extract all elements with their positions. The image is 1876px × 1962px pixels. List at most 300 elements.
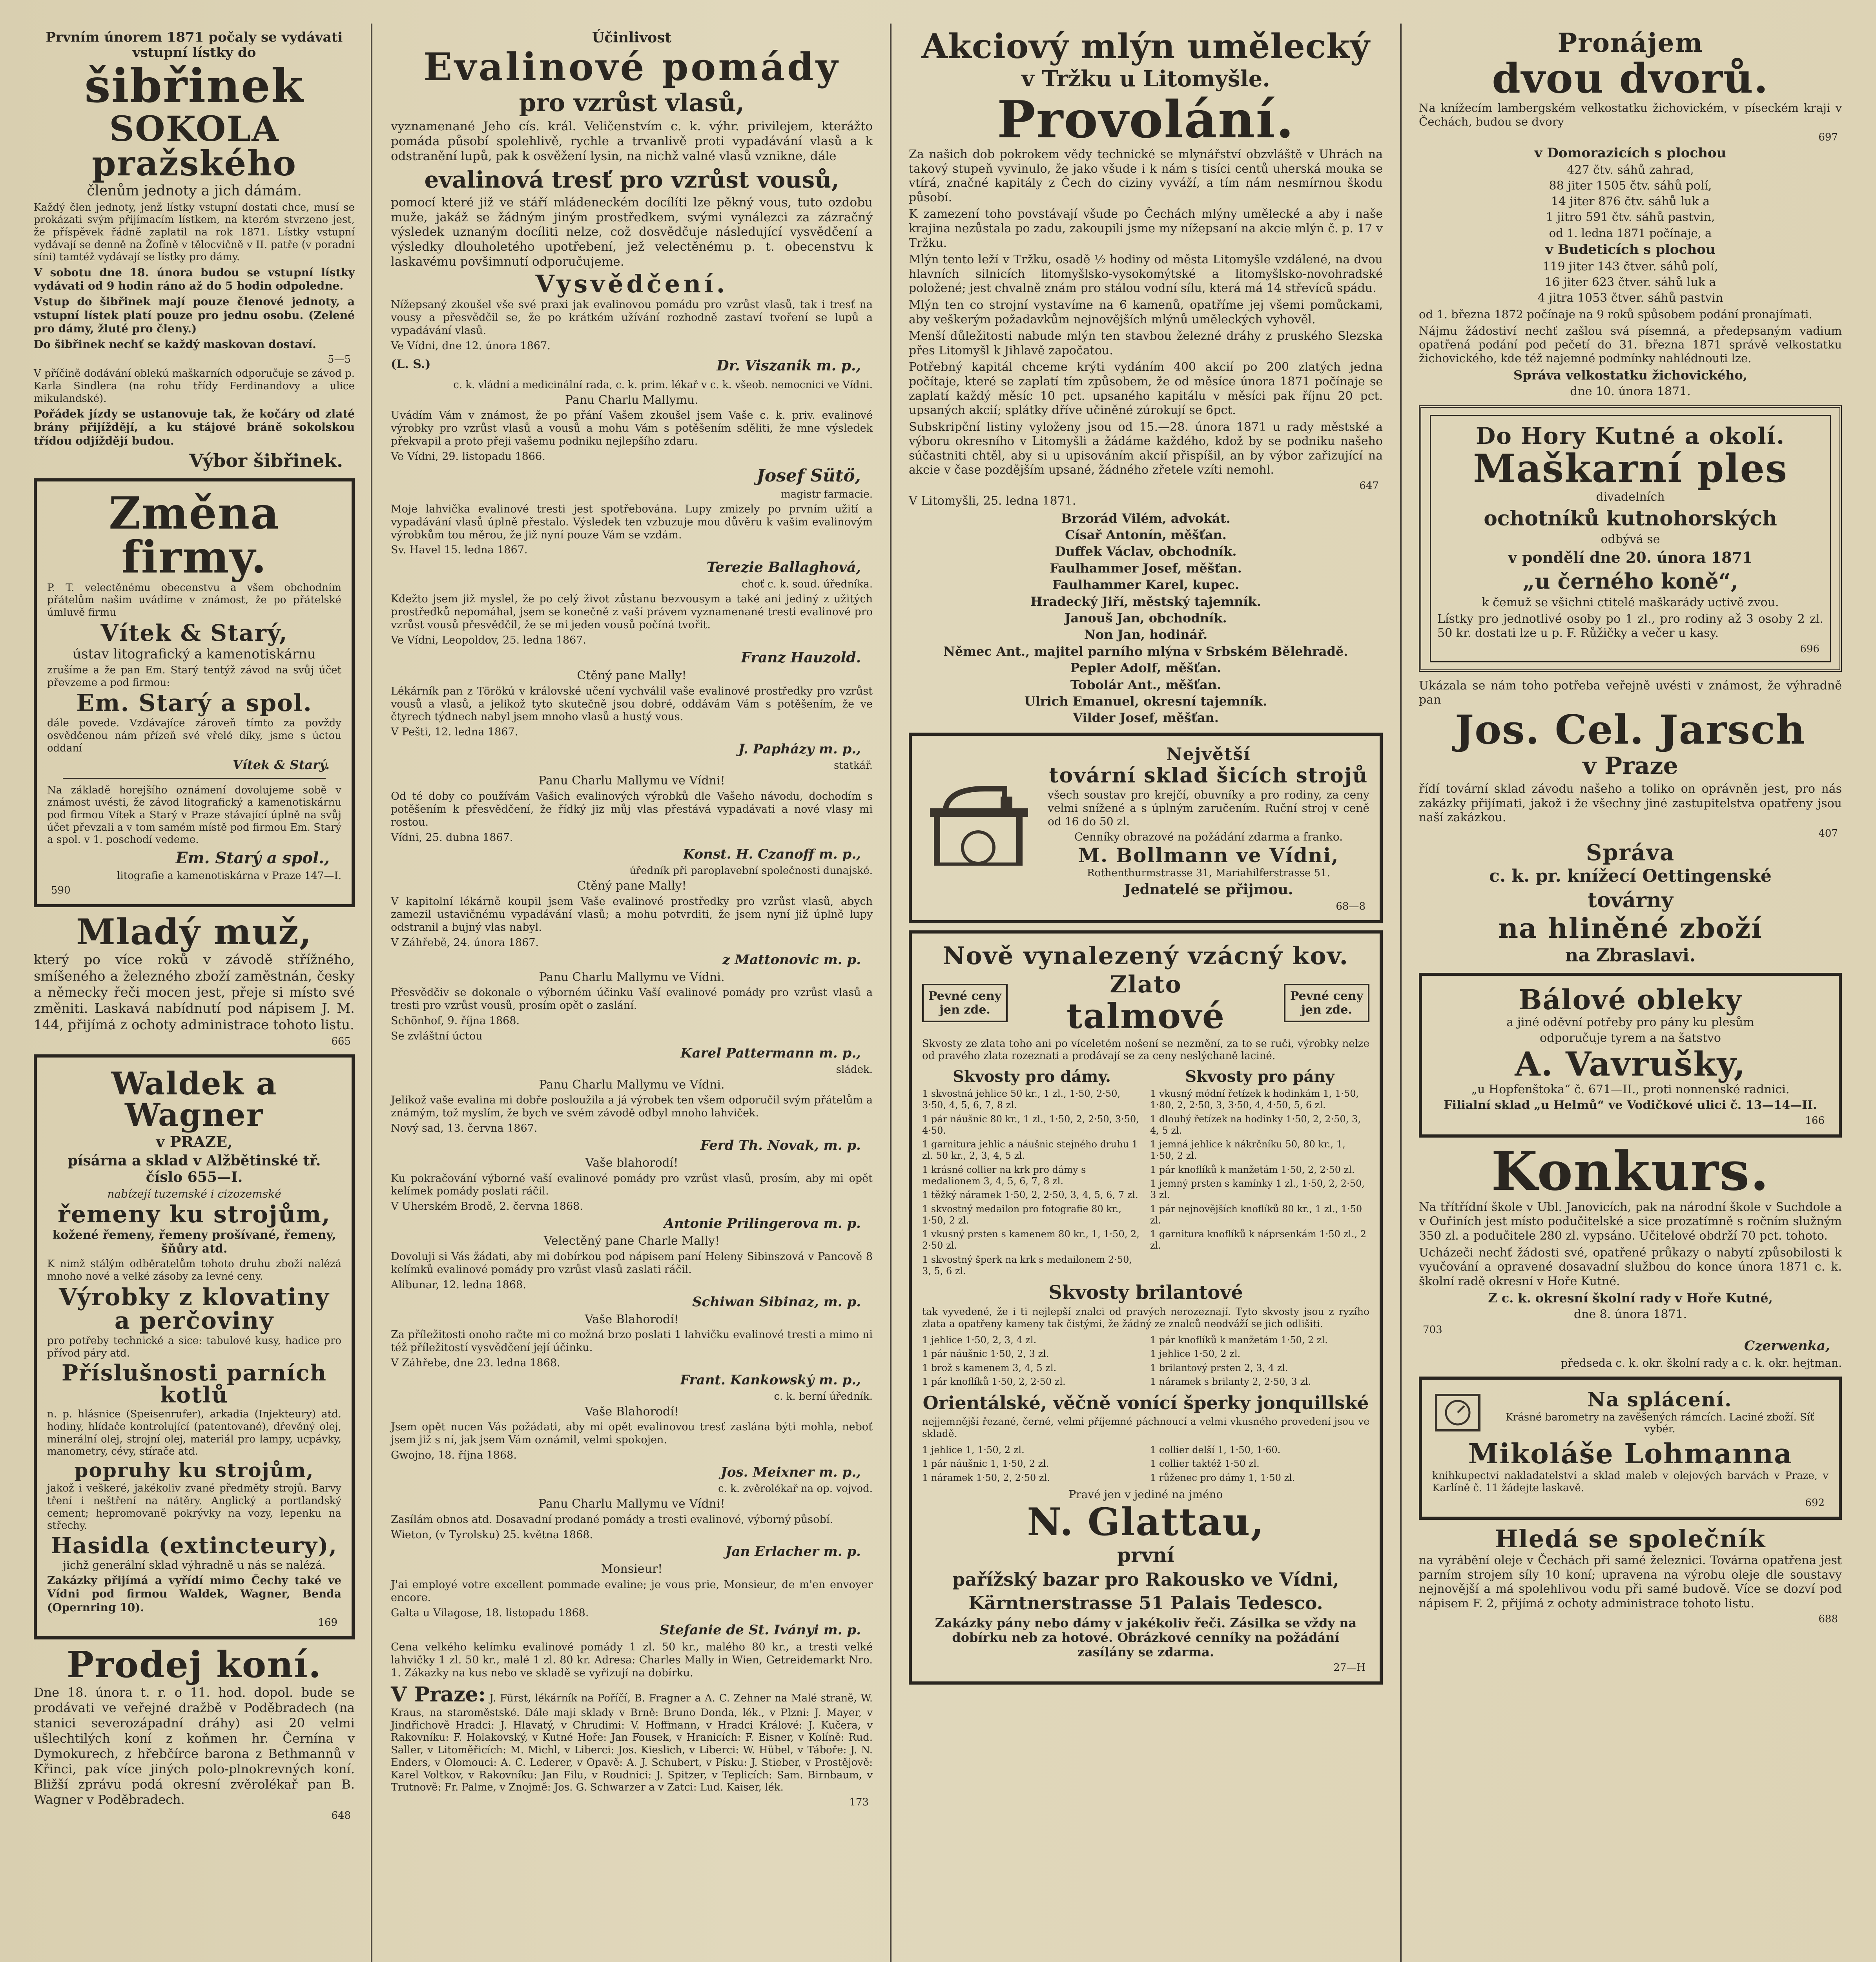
testimonial-signature: Dr. Viszanik m. p., xyxy=(716,357,861,374)
ad-intro: Prvním únorem 1871 počaly se vydávati vstupní lístky do xyxy=(46,29,343,61)
list-item: Faulhammer Josef, měšťan. xyxy=(1050,560,1242,576)
list-item: 1 náramek 1·50, 2, 2·50 zl. xyxy=(922,1472,1050,1483)
testimonial-signature: Schiwan Sibinaz, m. p. xyxy=(692,1294,861,1310)
testimonial-signature: Antonie Prilingerova m. p. xyxy=(664,1216,861,1232)
section-heading: Orientálské, věčně vonící šperky jonquillské xyxy=(923,1392,1369,1414)
ad-note: V sobotu dne 18. února budou se vstupní lístky vydávati od 9 hodin ráno až do 5 hodin odpoledne. xyxy=(34,266,355,293)
ad-title: šibřinek xyxy=(84,58,304,113)
ad-title: Akciový mlýn umělecký xyxy=(921,27,1370,66)
testimonial-body: V kapitolní lékárně koupil jsem Vaše evalinové prostředky pro vzrůst vlasů, abych zamezil ustavičnému vypadávání vlasů; a mohu potvrditi, že jsem nyní již úplně lupy odstranil a bujný vlas nabyl. xyxy=(391,895,873,934)
testimonial xyxy=(391,1313,873,1403)
ad-subtitle-2: evalinová tresť pro vzrůst vousů, xyxy=(424,166,839,193)
list-item: 1 těžký náramek 1·50, 2, 2·50, 3, 4, 5, 6, 7 zl. xyxy=(922,1189,1138,1201)
ad-body: všech soustav pro krejčí, obuvníky a pro rodiny, za ceny velmi snížené a s úplným zaručením. Ruční stroj v ceně od 16 do 50 zl. xyxy=(1048,788,1369,828)
list-item: 4 jitra 1053 čtver. sáhů pastvin xyxy=(1537,291,1723,305)
ad-sub: odbývá se xyxy=(1601,532,1660,546)
section-heading: Vysvědčení. xyxy=(535,269,728,298)
ad-body: Dne 18. února t. r. o 11. hod. dopol. bude se prodávati ve veřejné dražbě v Poděbradech (na stanici severozápadní dráhy) asi 20 velmi ušlechtilých koní z koňmen hr. Černína v Dymokurech, z hřebčírce barona z Bethmannů v Křinci, pak více jiných polo-plnokrevných koní. Bližší zprávu podá okresní zvěrolékař pan B. Wagner v Poděbradech. xyxy=(34,1685,355,1807)
metal-name: Zlato xyxy=(1110,970,1182,998)
list-item: Faulhammer Karel, kupec. xyxy=(1052,577,1240,593)
sewing-machine-icon xyxy=(922,781,1040,875)
list-item: Janouš Jan, obchodník. xyxy=(1065,611,1227,625)
testimonial xyxy=(391,879,873,967)
ad-note: Do šibřinek nechť se každý maskovan dostaví. xyxy=(34,337,316,351)
ad-signature: Správa velkostatku žichovického, xyxy=(1513,367,1747,383)
testimonial xyxy=(391,394,873,501)
list-item: Němec Ant., majitel parního mlýna v Srbském Bělehradě. xyxy=(943,644,1348,659)
testimonial-role: úředník při paroplavební společnosti dunajské. xyxy=(629,865,873,877)
testimonial-signature: z Mattonovic m. p. xyxy=(722,952,861,968)
ad-body: odporučuje tyrem a na šatstvo xyxy=(1540,1031,1721,1045)
fixed-prices-badge: Pevné ceny jen zde. xyxy=(1284,984,1369,1022)
testimonial-body: Jelikož vaše evalina mi dobře posloužila a já výrobek ten všem odporučil svým přátelům a známým, tož myslím, že bych ve svém závodě odbyl mnoho lahviček. xyxy=(391,1094,873,1120)
testimonial-place: V Záhřebě, 24. února 1867. xyxy=(391,936,539,949)
ad-address: „u Hopfenštoka“ č. 671—II., proti nonnenské radnici. xyxy=(1471,1082,1790,1096)
ad-signature-role: předseda c. k. okr. školní rady a c. k. okr. hejtman. xyxy=(1561,1356,1842,1369)
column-1 xyxy=(20,27,369,1962)
testimonial-place: Nový sad, 13. června 1867. xyxy=(391,1122,538,1135)
ad-firm-name: N. Glattau, xyxy=(1027,1500,1265,1544)
list-item: 1 vkusný módní řetízek k hodinkám 1, 1·50, 1·80, 2, 2·50, 3, 3·50, 4, 4·50, 5, 6 zl. xyxy=(1150,1088,1359,1111)
testimonial-body: J'ai employé votre excellent pommade evaline; je vous prie, Monsieur, de m'en envoyer encore. xyxy=(391,1578,873,1604)
ad-number: 27—H xyxy=(1333,1661,1366,1674)
ad-firm-name: A. Vavrušky, xyxy=(1515,1044,1746,1083)
price-info: Cena velkého kelímku evalinové pomády 1 zl. 50 kr., malého 80 kr., a tresti velké lahvičky 1 zl. 50 kr., malé 1 zl. 80 kr. Adresa: Charles Mally in Wien, Getreidemarkt Nro. 1. Zákazky na kus nebo ve skladě se vyřizují na dobírku. xyxy=(391,1641,873,1679)
ad-konkurs xyxy=(1419,1140,1842,1369)
ad-jarsch xyxy=(1419,679,1842,966)
testimonial-salute: Vaše blahorodí! xyxy=(585,1156,678,1170)
ad-title: Hledá se společník xyxy=(1495,1524,1766,1553)
ad-body: jichž generální sklad výhradně u nás se nalézá. xyxy=(63,1559,326,1572)
list-item: 1 náramek s brilanty 2, 2·50, 3 zl. xyxy=(1150,1376,1311,1387)
ad-vavruska xyxy=(1419,973,1842,1138)
testimonial-body: Nížepsaný zkoušel vše své praxi jak evalinovou pomádu pro vzrůst vlasů, tak i tresť na vousy a přesvědčil se, že po krátkém užívání rozhodně zastaví tvoření se lupů a vypadávání vlasů. xyxy=(391,298,873,337)
testimonial-body: Dovoluji si Vás žádati, aby mi dobírkou pod nápisem paní Heleny Sibinszová v Pancově 8 kelímků evalinové pomády pro vzrůst vlasů zaslati ráčil. xyxy=(391,1250,873,1276)
testimonial xyxy=(391,971,873,1076)
ad-body: který po více roků v závodě střížného, smíšeného a železného zboží zaměstnán, česky a německy řeči mocen jest, přeje si místo své změniti. Laskavá nabídnutí pod nápisem J. M. 144, přijímá z ochoty administrace tohoto listu. xyxy=(34,952,355,1033)
testimonial-signature: J. Papházy m. p., xyxy=(738,741,861,757)
testimonial-role: magistr farmacie. xyxy=(781,488,873,500)
list-item: 1 skvostný medailon pro fotografie 80 kr., 1·50, 2 zl. xyxy=(922,1203,1122,1226)
ad-place: „u černého koně“, xyxy=(1522,569,1738,594)
testimonial-salute: Panu Charlu Mallymu ve Vídni! xyxy=(538,774,725,788)
ad-body: Cenníky obrazové na požádání zdarma a franko. xyxy=(1074,830,1343,844)
ad-body: jakož i veškeré, jakékoliv zvané předměty strojů. Barvy tření i neštření na nátěry. Anglický a portlandský cement; hepromovaně pokrývky na vozy, lepenku na střechy. xyxy=(47,1482,341,1532)
product-heading: Příslušnosti parních kotlů xyxy=(62,1360,327,1408)
list-item: 1 jitro 591 čtv. sáhů pastvin, xyxy=(1546,210,1715,224)
ad-body: nejjemnější řezané, černé, velmi příjemné páchnoucí a velmi vkusného provedení jsou ve skladě. xyxy=(922,1416,1369,1439)
product-desc: kožené řemeny, řemeny prošívané, řemeny, šňůry atd. xyxy=(52,1228,336,1256)
product-heading: Výrobky z klovatiny a perčoviny xyxy=(59,1283,330,1335)
list-item: Brzorád Vilém, advokát. xyxy=(1061,511,1231,526)
ad-city: v PRAZE, xyxy=(156,1133,233,1151)
farm-date: od 1. ledna 1871 počínaje, a xyxy=(1549,226,1712,240)
ad-pronajem xyxy=(1419,27,1842,398)
ad-spolecnik xyxy=(1419,1524,1842,1625)
list-item: 1 pár nejnovějších knoflíků 80 kr., 1 zl., 1·50 zl. xyxy=(1150,1203,1362,1226)
ad-glattau xyxy=(909,930,1383,1685)
testimonial-role: c. k. berní úředník. xyxy=(774,1390,873,1402)
ad-signature: Em. Starý a spol., xyxy=(175,849,330,868)
list-item: 1 garnitura knoflíků k náprsenkám 1·50 zl., 2 zl. xyxy=(1150,1229,1366,1251)
ad-title: Mladý muž, xyxy=(76,911,312,953)
ad-proclamation: Provolání. xyxy=(997,89,1294,150)
testimonial xyxy=(391,1156,873,1231)
ad-number: 703 xyxy=(1423,1324,1442,1336)
ad-body: a jiné oděvní potřeby pro pány ku plesům xyxy=(1506,1015,1754,1029)
list-item: 427 čtv. sáhů zahrad, xyxy=(1567,163,1694,177)
ad-number: 173 xyxy=(849,1796,869,1809)
testimonial-body: Jsem opět nucen Vás požádati, aby mi opět evalinovou tresť zaslána býti mohla, neboť jsem již s ní, jak jsem Vám oznámil, velmi spokojen. xyxy=(391,1421,873,1446)
testimonial-signature: Josef Sütö, xyxy=(757,465,861,486)
jewelry-list-brilliant xyxy=(922,1332,1141,1390)
testimonial-body: Kdežto jsem již myslel, že po celý život zůstanu bezvousym a také ani jediný z užitých prostředků nepomáhal, jsem se konečně z vaší právem vyznamenané tresti evalinové pro vzrůst vousů přesvědčil, že se mi jeden vousů počíná tvořit. xyxy=(391,593,873,631)
farm-area-list xyxy=(1419,163,1842,224)
ad-title: Změna firmy. xyxy=(109,487,280,583)
ad-orders: Zakázky pány nebo dámy v jakékoliv řeči. Zásilka se vždy na dobírku neb za hotové. Obrázkové cenníky na požádání zasílány se zdarma. xyxy=(935,1616,1357,1659)
ad-kicker: Největší xyxy=(1166,744,1251,764)
list-item: Duffek Václav, obchodník. xyxy=(1055,544,1237,559)
ad-agents: Jednatelé se přijmou. xyxy=(1124,881,1293,898)
ad-signature: Správa xyxy=(1586,839,1675,866)
ad-offer: nabízejí tuzemské i cizozemské xyxy=(107,1187,281,1201)
testimonial-salute: Panu Charlu Mallymu. xyxy=(565,393,698,407)
ad-body: tak vyvedené, že i ti nejlepší znalci od pravých nerozeznají. Tyto skvosty jsou z ryzího zlata a opatřeny kameny tak čistými, že žádný ze znalců neodváží se jich odlišiti. xyxy=(922,1306,1369,1329)
ad-title: Konkurs. xyxy=(1491,1140,1770,1203)
ad-body: pro potřeby technické a sice: tabulové kusy, hadice pro přívod páry atd. xyxy=(47,1335,341,1359)
testimonial xyxy=(391,1497,873,1559)
column-rule xyxy=(1400,24,1402,1962)
ad-number: 407 xyxy=(1818,827,1838,839)
ad-kicker: Účinlivost xyxy=(592,29,672,46)
testimonial xyxy=(391,1405,873,1495)
testimonial-salute: Monsieur! xyxy=(601,1562,663,1576)
ad-address: Rothenthurmstrasse 31, Mariahilferstrasse 51. xyxy=(1087,867,1330,879)
list-item: 1 jemný prsten s kamínky 1 zl., 1·50, 2, 2·50, 3 zl. xyxy=(1150,1178,1365,1201)
ad-signature: c. k. pr. knížecí Oettingenské xyxy=(1489,866,1772,886)
list-item: 1 dlouhý řetízek na hodinky 1·50, 2, 2·50, 3, 4, 5 zl. xyxy=(1150,1113,1361,1136)
ad-note: Vstup do šibřinek mají pouze členové jednoty, a vstupní lístek platí pouze pro jednu osobu. (Zelené pro dámy, žluté pro členy.) xyxy=(34,295,355,335)
ad-signature: Czerwenka, xyxy=(1744,1338,1830,1354)
ad-body: Na třítřídní škole v Ubl. Janovicích, pak na národní škole v Suchdole a v Ouřiních jest místo podučitelské a sice prozatímně s ročním služným 350 zl. a podučitele 280 zl. vypsáno. Učitelové obdrží 70 pct. tohoto. xyxy=(1419,1200,1842,1243)
ad-firm-desc: pařížský bazar pro Rakousko ve Vídni, xyxy=(952,1569,1339,1590)
ad-city: v Praze xyxy=(1582,752,1678,780)
testimonial-body: Od té doby co používám Vašich evalinových výrobků dle Vašeho návodu, dochodím s potěšením k přesvědčení, že řídký jiz můj vlas přestává vypadávati a nové vlasy mi rostou. xyxy=(391,790,873,828)
ad-address: Kärntnerstrasse 51 Palais Tedesco. xyxy=(968,1592,1323,1614)
testimonial-signature: Ferd Th. Novak, m. p. xyxy=(700,1138,861,1154)
farm-heading: v Budeticích s plochou xyxy=(1545,242,1716,258)
ad-signature: Výbor šibřinek. xyxy=(189,450,343,471)
ad-zmena-firmy xyxy=(34,478,355,907)
ad-lohmann xyxy=(1419,1377,1842,1520)
ad-number: 665 xyxy=(331,1036,351,1048)
testimonial-role: c. k. vládní a medicinální rada, c. k. prim. lékař v c. k. všeob. nemocnici ve Vídni. xyxy=(453,379,873,391)
ad-body: knihkupectví nakladatelství a sklad maleb v olejových barvách v Praze, v Karlíně č. 11 žádejte laskavě. xyxy=(1432,1470,1829,1494)
ad-prodej-koni xyxy=(34,1643,355,1822)
farm-heading: v Domorazicích s plochou xyxy=(1534,145,1727,161)
list-item: 1 skvostný šperk na krk s medailonem 2·50, 3, 5, 6 zl. xyxy=(922,1254,1132,1276)
ad-body: Potřebný kapitál chceme krýti vydáním 400 akcií po 200 zlatých jedna počítaje, které se zaplatí tím způsobem, že od měsíce února 1871 počínaje se zaplatí každý měsíc 10 pct. upsaného kapitálu v měsíci pak říjnu 20 pct. upsaných akcií; splátky dříve učiněné zúrokují se 6pct. xyxy=(909,360,1383,418)
depots xyxy=(391,1682,873,1794)
testimonial-body: Uvádím Vám v známost, že po přání Vašem zkoušel jsem Vaše c. k. priv. evalinové výrobky pro vzrůst vlasů a vousů a mohu Vám s potěšením sděliti, že mne výsledek překvapil a proto přeji vašemu podniku nejlepšího zdaru. xyxy=(391,409,873,447)
testimonial-salute: Velectěný pane Charle Mally! xyxy=(543,1234,720,1248)
ad-address: písárna a sklad v Alžbětinské tř. číslo 655—I. xyxy=(67,1152,321,1185)
ad-number: 688 xyxy=(1818,1613,1838,1625)
list-item: 1 růženec pro dámy 1, 1·50 zl. xyxy=(1150,1472,1295,1483)
column-3 xyxy=(895,27,1397,1962)
testimonial xyxy=(391,774,873,877)
farm-date: od 1. března 1872 počínaje na 9 roků spůsobem podání pronajímati. xyxy=(1419,308,1812,321)
list-item: 16 jiter 623 čtver. sáhů luk a xyxy=(1544,275,1716,290)
ad-number: 647 xyxy=(1359,480,1379,492)
product-heading: popruhy ku strojům, xyxy=(74,1459,314,1482)
list-item: Ulrich Emanuel, okresní tajemník. xyxy=(1024,693,1267,709)
ad-signature: na hliněné zboží xyxy=(1498,912,1763,945)
depots-list: J. Fürst, lékárník na Poříčí, B. Fragner a A. C. Zehner na Malé straně, W. Kraus, na staroměstské. Dále mají sklady v Brně: Bruno Donda, lék., v Plzni: J. Mayer, v Jindřichově Hradci: J. Hlavatý, v Chrudimi: V. Hoffmann, v Hradci Králové: J. Kučera, v Rakovníku: F. Holakovský, v Kutné Hoře: Jan Fousek, v Hranicích: F. Eisner, v Kolíně: Rud. Saller, v Litoměřicích: M. Michl, v Liberci: Jos. Kieslich, v Liberci: W. Hübel, v Táboře: J. N. Enders, v Olomouci: A. C. Lederer, v Opavě: A. J. Schubert, v Písku: J. Stieber, v Prostějově: Karel Voltkov, v Rakovníku: Jan Filu, v Roudnici: J. Spitzer, v Teplicích: Sam. Birnbaum, v Trutnově: Fr. Palme, v Znojmě: Jos. G. Schwarzer a v Zatci: Lud. Kaiser, lék. xyxy=(391,1692,873,1794)
list-item: 1 collier taktéž 1·50 zl. xyxy=(1150,1458,1260,1470)
jewelry-list-oriental xyxy=(922,1442,1141,1486)
testimonial-place: V Záhřebe, dne 23. ledna 1868. xyxy=(391,1357,560,1369)
testimonial xyxy=(391,1563,873,1637)
ad-title: Waldek a Wagner xyxy=(111,1065,277,1134)
depots-label: V Praze: xyxy=(391,1682,486,1707)
list-item: 1 garnitura jehlic a náušnic stejného druhu 1 zl. 50 kr., 2, 3, 4, 5 zl. xyxy=(922,1139,1138,1162)
testimonial-role: c. k. zvěrolékař na op. vojvod. xyxy=(718,1483,873,1495)
ad-title: Nově vynalezený vzácný kov. xyxy=(943,941,1349,970)
testimonial-seal: (L. S.) xyxy=(391,357,431,371)
ad-subtitle: členům jednoty a jich dámám. xyxy=(87,183,302,199)
ad-bollmann xyxy=(909,733,1383,923)
testimonial-place: Gwojno, 18. října 1868. xyxy=(391,1449,517,1462)
testimonial-body: Lékárník pan z Törökú v královské učení vychválil vaše evalinové prostředky pro vzrůst vousů a vlasů, a jelikož tyto skutečně jsou dobré, oddávám Vám s potěšením, že ve čtyrech týdnech nabyl jsem mnoho vlasů a hustý vous. xyxy=(391,685,873,723)
testimonial-signature: Jos. Meixner m. p., xyxy=(720,1464,861,1481)
section-heading: Skvosty pro pány xyxy=(1185,1067,1335,1086)
list-item: 14 jiter 876 čtv. sáhů luk a xyxy=(1551,194,1710,208)
new-firm-name: Em. Starý a spol. xyxy=(76,689,312,717)
fixed-prices-badge: Pevné ceny jen zde. xyxy=(922,984,1008,1022)
testimonial-role: choť c. k. soud. úředníka. xyxy=(742,578,873,591)
list-item: 1 skvostná jehlice 50 kr., 1 zl., 1·50, 2·50, 3·50, 4, 5, 6, 7, 8 zl. xyxy=(922,1088,1121,1111)
ad-title: Do Hory Kutné a okolí. xyxy=(1475,423,1785,450)
ad-body: zrušíme a že pan Em. Starý tentýž závod na svůj účet převzeme a pod firmou: xyxy=(47,664,341,689)
testimonial-role: statkář. xyxy=(834,760,873,772)
column-rule xyxy=(371,24,372,1962)
ad-mlady-muz xyxy=(34,911,355,1048)
ad-body: Krásné barometry na zavěšených rámcích. Laciné zboží. Síť vybér. xyxy=(1505,1411,1814,1435)
ad-body: K zamezení toho povstávají všude po Čechách mlýny umělecké a aby i naše krajina nezůstala po zadu, zakoupili jsme my nížepsaní na akcie mlýn č. p. 17 v Tržku. xyxy=(909,207,1383,250)
ad-place: v Tržku u Litomyšle. xyxy=(1021,66,1270,92)
testimonial-signature: Jan Erlacher m. p. xyxy=(725,1544,861,1560)
ad-body: na vyrábění oleje v Čechách při samé železnici. Továrna opatřena jest parním strojem síly 10 koní; upravena na výrobu oleje dle soustavy nejnovější a má spolehlivou vodu při samé budově. Více se dozví pod nápisem F. 2, přijímá z ochoty administrace tohoto listu. xyxy=(1419,1554,1842,1610)
testimonial-salute: Vaše Blahorodí! xyxy=(585,1312,679,1326)
ad-body: K nimž stálým odběratelům tohoto druhu zboží nalézá mnoho nové a velké zásoby za levné ceny. xyxy=(47,1258,341,1283)
ad-body: Lístky pro jednotlivé osoby po 1 zl., pro rodiny až 3 osoby 2 zl. 50 kr. dostati lze u p. F. Růžičky a večer u kasy. xyxy=(1437,612,1823,640)
ad-akciovy-mlyn xyxy=(909,27,1383,726)
testimonial xyxy=(391,503,873,591)
testimonial-body: Přesvědčiv se dokonale o výborném účinku Vaší evalinové pomády pro vzrůst vlasů a tresti pro vzrůst vousů, prosím opět o zaslání. xyxy=(391,986,873,1012)
farm-area-list xyxy=(1419,260,1842,305)
ad-title: Bálové obleky xyxy=(1519,983,1742,1016)
testimonial-place: Ve Vídni, dne 12. února 1867. xyxy=(391,339,551,352)
ad-title: Pronájem xyxy=(1557,27,1703,58)
testimonial-body: Ku pokračování výborné vaší evalinové pomády pro vzrůst vlasů, prosím, aby mi opět kelímek pomády poslati ráčil. xyxy=(391,1172,873,1198)
testimonial-place: Ve Vídni, 29. listopadu 1866. xyxy=(391,450,545,463)
ad-number: 166 xyxy=(1805,1114,1825,1127)
testimonial-role: sládek. xyxy=(836,1063,873,1076)
ad-signature: na Zbraslavi. xyxy=(1565,944,1696,966)
testimonial-signature: Stefanie de St. Iványi m. p. xyxy=(659,1622,861,1638)
list-item: 1 jehlice 1·50, 2 zl. xyxy=(1150,1348,1241,1360)
ad-number: 692 xyxy=(1805,1497,1825,1509)
product-heading: Hasidla (extincteury), xyxy=(51,1533,337,1559)
testimonial xyxy=(391,593,873,666)
list-item: 1 jehlice 1·50, 2, 3, 4 zl. xyxy=(922,1335,1037,1346)
list-item: 1 pár knoflíků 1·50, 2, 2·50 zl. xyxy=(922,1376,1066,1387)
list-item: 1 brilantový prsten 2, 3, 4 zl. xyxy=(1150,1362,1288,1373)
ad-body: Za našich dob pokrokem vědy technické se mlynářství obzvláště v Uhrách na takový stupeň vyvinulo, že jako všude i k nám s tisíci centů uherská mouka se vtírá, značné kapitály z Čech do ciziny vyváží, a tím nám nesmírnou škodu působí. xyxy=(909,148,1383,204)
testimonial-signature: Franz Hauzold. xyxy=(741,649,861,666)
testimonial xyxy=(391,299,873,391)
column-2 xyxy=(377,27,887,1962)
ad-number: 648 xyxy=(331,1809,351,1822)
testimonial-salute: Panu Charlu Mallymu ve Vídni. xyxy=(539,970,725,984)
jewelry-list-gents xyxy=(1150,1088,1369,1251)
ad-firm-name: M. Bollmann ve Vídni, xyxy=(1078,844,1339,867)
ad-body: dále povede. Vzdávajíce zároveň tímto za povždy osvědčenou nám přízeň své vřelé díky, jsme s úctou oddaní xyxy=(47,717,341,754)
product-heading: řemeny ku strojům, xyxy=(58,1201,331,1229)
ad-body: pomocí které již ve stáří mládeneckém docílíti lze pěkný vous, tuto ozdobu muže, jakáž se žádným jiným prostředkem, svými vynálezci za zázračný výsledek uznaným docíliti nelze, což dosvědčuje následující vysvědčení a výsledky dlouholetého upotřebení, jež velectěnému p. t. obecenstvu k laskavému povšimnutí odporučujeme. xyxy=(391,195,873,269)
ad-title: Prodej koní. xyxy=(66,1643,322,1686)
testimonial-place: Schönhof, 9. října 1868. xyxy=(391,1014,520,1027)
ad-sibrinek xyxy=(34,30,355,471)
barometer-icon xyxy=(1432,1391,1483,1434)
list-item: 1 jemná jehlice k nákrčníku 50, 80 kr., 1, 1·50, 2 zl. xyxy=(1150,1139,1345,1162)
testimonial-place: Sv. Havel 15. ledna 1867. xyxy=(391,544,528,556)
testimonial-place: V Uherském Brodě, 2. června 1868. xyxy=(391,1200,583,1213)
ad-body: Mlýn ten co strojní vystavíme na 6 kamenů, opatříme jej všemi pomůckami, aby veškerým požadavkům nejnovějších mlýnů uměleckých vyhověl. xyxy=(909,298,1383,326)
ad-number: 68—8 xyxy=(1336,900,1366,912)
testimonial-salute: Vaše Blahorodí! xyxy=(585,1404,679,1419)
list-item: 1 brož s kamenem 3, 4, 5 zl. xyxy=(922,1362,1057,1373)
list-item: 88 jiter 1505 čtv. sáhů polí, xyxy=(1549,179,1712,193)
section-heading: Skvosty pro dámy. xyxy=(952,1067,1111,1086)
list-item: 119 jiter 143 čtver. sáhů polí, xyxy=(1542,260,1718,274)
list-item: Non Jan, hodinář. xyxy=(1084,627,1208,642)
ad-body: řídí tovární sklad závodu našeho a toliko on oprávněn jest, pro nás zakázky přijímati, jakož i že všechny jiné zastupitelstva opatřeny jsou naší zakázkou. xyxy=(1419,782,1842,825)
ad-body: Na knížecím lambergském velkostatku žichovickém, v píseckém kraji v Čechách, budou se dvory xyxy=(1419,101,1842,129)
ad-signature-date: dne 8. února 1871. xyxy=(1573,1307,1687,1322)
ad-signature: Z c. k. okresní školní rady v Hoře Kutné, xyxy=(1488,1291,1773,1306)
testimonial xyxy=(391,1078,873,1153)
ad-waldek-wagner xyxy=(34,1054,355,1639)
testimonial xyxy=(391,1234,873,1309)
testimonial-signature: Karel Pattermann m. p., xyxy=(680,1045,861,1061)
ad-signature: Vítek & Starý. xyxy=(232,757,330,772)
ad-signature: továrny xyxy=(1587,888,1674,912)
ad-note: Pořádek jízdy se ustanovuje tak, že kočáry od zlaté brány přijíždějí, a ku stájové bráně sokolskou třídou odjíždějí budou. xyxy=(34,407,355,447)
testimonial-signature: Terezie Ballaghová, xyxy=(706,559,861,576)
testimonial-body: Zasílám obnos atd. Dosavadní prodané pomády a tresti evalinové, výborný působí. xyxy=(391,1513,833,1526)
ad-note: V příčině dodávání oblekú maškarních odporučuje se závod p. Karla Sindlera (na rohu třídy Ferdinandovy a ulice mikulandské). xyxy=(34,368,355,405)
list-item: 1 jehlice 1, 1·50, 2 zl. xyxy=(922,1444,1025,1456)
ad-body: n. p. hlásnice (Speisenrufer), arkadia (Injekteury) atd. hodiny, hlídače kontrolující (patentované), dřevěný olej, minerální olej, strojní olej, materiál pro lampy, ucpávky, manometry, cévy, stírače atd. xyxy=(47,1408,341,1458)
ad-maskarni-ples xyxy=(1419,405,1842,672)
testimonial-salute: Panu Charlu Mallymu ve Vídni! xyxy=(538,1497,725,1511)
ad-sub: divadelních xyxy=(1596,490,1665,504)
testimonial-place: V Pešti, 12. ledna 1867. xyxy=(391,726,518,738)
list-item: 1 pár náušnic 1·50, 2, 3 zl. xyxy=(922,1348,1049,1360)
ad-title-2: SOKOLA pražského xyxy=(91,108,297,184)
testimonial-signature: Konst. H. Czanoff m. p., xyxy=(683,846,861,862)
ad-sub: ochotníků kutnohorských xyxy=(1484,506,1777,531)
list-item: Hradecký Jiří, městský tajemník. xyxy=(1030,594,1261,609)
testimonial-place: Galta u Vilagose, 18. listopadu 1868. xyxy=(391,1606,589,1619)
ad-note: Pravé jen v jediné na jméno xyxy=(1068,1488,1223,1501)
testimonial-signature: Frant. Kankowský m. p., xyxy=(680,1372,861,1388)
testimonial-place: Alibunar, 12. ledna 1868. xyxy=(391,1278,526,1291)
testimonial-place: Vídni, 25. dubna 1867. xyxy=(391,831,513,844)
ad-body: Subskripční listiny vyloženy jsou od 15.—28. února 1871 u rady městské a výboru okresního v Litomyšli a žádáme každého, kdož by se podniku našeho súčastniti chtěl, aby si u upisováním akcií přispíšil, an by výbor zařizující na akcie v čase pozdějším upsané, žádného zřetele vzíti nemohl. xyxy=(909,420,1383,477)
ad-firm-name: Jos. Cel. Jarsch xyxy=(1455,706,1806,753)
ad-title: Evalinové pomády xyxy=(423,45,840,89)
ad-number: 5—5 xyxy=(327,354,351,366)
ad-branch: Filialní sklad „u Helmů“ ve Vodičkové ulici č. 13—14—II. xyxy=(1444,1098,1817,1112)
list-item: Císař Antonín, měšťan. xyxy=(1065,527,1227,543)
list-item: 1 vkusný prsten s kamenem 80 kr., 1, 1·50, 2, 2·50 zl. xyxy=(922,1229,1139,1251)
ad-number: 169 xyxy=(318,1616,337,1628)
ad-title: tovární sklad šicích strojů xyxy=(1049,763,1368,788)
firm-name: Vítek & Starý, xyxy=(100,619,288,646)
ad-body: Menší důležitosti nabude mlýn ten stavbou železné dráhy z pruského Slezska přes Litomyšl k Jihlavě započatou. xyxy=(909,329,1383,357)
ad-signature-date: dne 10. února 1871. xyxy=(1570,384,1691,398)
ad-signature-sub: litografie a kamenotiskárna v Praze 147—I. xyxy=(117,870,341,882)
ad-title-2: dvou dvorů. xyxy=(1492,54,1769,102)
ad-firm-sub: první xyxy=(1117,1543,1174,1567)
testimonial-salute: Ctěný pane Mally! xyxy=(577,669,687,683)
testimonial-body: Za příležitosti onoho račte mi co možná brzo poslati 1 lahvičku evalinové tresti a mimo ni též příležitostí vysvědčení její účinku. xyxy=(391,1329,873,1354)
testimonial-salute: Panu Charlu Mallymu ve Vídni. xyxy=(539,1078,725,1092)
ad-firm-name: Mikoláše Lohmanna xyxy=(1468,1437,1793,1470)
ad-number: 590 xyxy=(51,884,71,897)
ad-body: Ukázala se nám toho potřeba veřejně uvésti v známost, že výhradně pan xyxy=(1419,678,1842,707)
list-item: 1 pár knoflíků k manžetám 1·50, 2, 2·50 zl. xyxy=(1150,1164,1355,1175)
list-item: 1 pár knoflíků k manžetám 1·50, 2 zl. xyxy=(1150,1335,1328,1346)
ad-number: 696 xyxy=(1800,643,1819,655)
testimonial-note: Se zvláštní úctou xyxy=(391,1030,483,1042)
metal-name-2: talmové xyxy=(1066,995,1225,1036)
jewelry-list-brilliant xyxy=(1150,1332,1369,1390)
ad-body: Každý člen jednoty, jenž lístky vstupní dostati chce, musí se prokázati svým přijímacím lístkem, na kterém stvrzeno jest, že příspěvek řádně zaplatil na rok 1871. Lístky vstupní vydávají se denně na Žofíně v tělocvičně v II. patře (v poradní síni) tamtéž vydávají se lístky pro dámy. xyxy=(34,201,355,263)
ad-body: Na základě horejšího oznámení dovolujeme sobě v známost uvésti, že závod litografický a kamenotiskárnu pod firmou Vítek a Starý v Praze stávající úplně na svůj účet převzali a v tom samém místě pod firmou Em. Starý a spol. v 1. poschodí vedeme. xyxy=(47,784,341,846)
firm-desc: ústav litografický a kamenotiskárnu xyxy=(73,646,316,662)
divider xyxy=(63,778,326,779)
ad-body: k čemuž se všichni ctitelé maškarády uctivě zvou. xyxy=(1482,596,1779,610)
testimonial-salute: Ctěný pane Mally! xyxy=(577,879,687,893)
column-4 xyxy=(1405,27,1856,1962)
list-item: 1 pár náušnic 80 kr., 1 zl., 1·50, 2, 2·50, 3·50, 4·50. xyxy=(922,1113,1139,1136)
testimonial-place: Wieton, (v Tyrolsku) 25. května 1868. xyxy=(391,1528,593,1541)
ad-body: Nájmu žádostiví nechť zašlou svá písemná, a předepsaným vadium opatřená podání pod pečetí do 31. března 1871 správě velkostatku žichovického, kde též najemné podmínky nahlédnouti lze. xyxy=(1419,324,1842,365)
list-item: 1 krásné collier na krk pro dámy s medalionem 3, 4, 5, 6, 7, 8 zl. xyxy=(922,1164,1086,1187)
list-item: 1 collier delší 1, 1·50, 1·60. xyxy=(1150,1444,1281,1456)
ad-subtitle: pro vzrůst vlasů, xyxy=(519,88,745,117)
ad-title-2: Maškarní ples xyxy=(1473,446,1788,492)
ad-number: 697 xyxy=(1818,131,1838,143)
testimonial xyxy=(391,669,873,772)
jewelry-list-ladies xyxy=(922,1088,1141,1277)
ad-body: Skvosty ze zlata toho ani po víceletém nošení se nezmění, za to se ruči, výrobky nelze od pravého zlata rozeznati a prodávají se za ceny neslýchaně laciné. xyxy=(922,1038,1369,1062)
ad-date: v pondělí dne 20. února 1871 xyxy=(1508,549,1753,567)
